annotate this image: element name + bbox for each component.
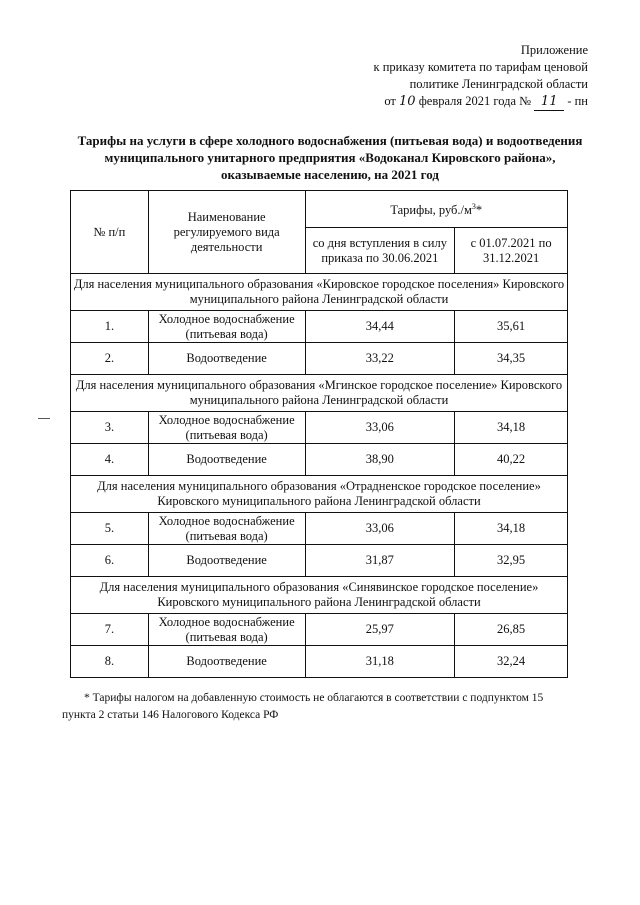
footnote [62, 690, 582, 724]
table-row [71, 343, 568, 375]
section-row [71, 476, 568, 513]
table-row [71, 513, 568, 545]
header-period-1: со дня вступления в силу приказа по 30.06.2021 [305, 228, 455, 274]
tariff-period-1: 33,22 [305, 343, 455, 375]
tariff-period-1: 33,06 [305, 412, 455, 444]
row-number: 5. [71, 513, 149, 545]
service-name: Водоотведение [148, 444, 305, 476]
section-title: Для населения муниципального образования «Мгинское городское поселение» Кировского муниципального района Ленинградской области [71, 375, 568, 412]
table-row [71, 412, 568, 444]
row-number: 1. [71, 311, 149, 343]
tariff-period-1: 31,87 [305, 545, 455, 577]
section-row [71, 577, 568, 614]
header-tariffs-mark: * [475, 203, 483, 218]
service-name: Водоотведение [148, 646, 305, 678]
annex-committee: политике Ленинградской области [409, 77, 588, 91]
title-line-3: оказываемые населению, на 2021 год [221, 167, 439, 182]
tariff-period-2: 35,61 [455, 311, 568, 343]
section-title: Для населения муниципального образования «Отрадненское городское поселение» Кировского муниципального района Ленинградской области [71, 476, 568, 513]
annex-order-ref: к приказу комитета по тарифам ценовой [373, 60, 588, 74]
footnote-line-1: * Тарифы налогом на добавленную стоимость не облагаются в соответствии с подпунктом 15 [84, 692, 544, 704]
table-row [71, 614, 568, 646]
annex-order-suffix: - пн [567, 94, 588, 108]
table-row [71, 545, 568, 577]
table-row [71, 444, 568, 476]
tariff-period-2: 34,35 [455, 343, 568, 375]
tariff-period-2: 34,18 [455, 513, 568, 545]
row-number: 4. [71, 444, 149, 476]
tariff-period-1: 34,44 [305, 311, 455, 343]
tariffs-table [70, 190, 568, 678]
annex-date-rest: февраля 2021 года № [418, 94, 532, 108]
header-name: Наименование регулируемого вида деятельности [148, 191, 305, 274]
tariff-period-1: 25,97 [305, 614, 455, 646]
table-row [71, 646, 568, 678]
header-tariffs [305, 191, 568, 228]
annex-date-day: 10 [399, 94, 416, 109]
title-line-1: Тарифы на услуги в сфере холодного водоснабжения (питьевая вода) и водоотведения [77, 133, 583, 148]
tariff-period-2: 32,24 [455, 646, 568, 678]
annex-date-line [288, 93, 588, 111]
row-number: 2. [71, 343, 149, 375]
service-name: Холодное водоснабжение (питьевая вода) [148, 311, 305, 343]
footnote-line-2: пункта 2 статьи 146 Налогового Кодекса РФ [62, 709, 279, 721]
tariff-period-2: 26,85 [455, 614, 568, 646]
tariff-period-1: 31,18 [305, 646, 455, 678]
header-tariffs-label: Тарифы, руб./м [390, 203, 472, 218]
tariff-period-2: 34,18 [455, 412, 568, 444]
tariff-period-2: 32,95 [455, 545, 568, 577]
service-name: Водоотведение [148, 343, 305, 375]
service-name: Холодное водоснабжение (питьевая вода) [148, 412, 305, 444]
title-line-2: муниципального унитарного предприятия «Водоканал Кировского района», [104, 150, 556, 165]
annex-header [288, 42, 588, 111]
service-name: Водоотведение [148, 545, 305, 577]
row-number: 8. [71, 646, 149, 678]
tariff-period-1: 33,06 [305, 513, 455, 545]
tariff-period-1: 38,90 [305, 444, 455, 476]
row-number: 6. [71, 545, 149, 577]
table-row [71, 311, 568, 343]
table-header-row [71, 191, 568, 228]
row-number: 3. [71, 412, 149, 444]
section-title: Для населения муниципального образования «Кировское городское поселения» Кировского муниципального района Ленинградской области [71, 274, 568, 311]
section-title: Для населения муниципального образования «Синявинское городское поселение» Кировского муниципального района Ленинградской области [71, 577, 568, 614]
header-num: № п/п [71, 191, 149, 274]
tariff-period-2: 40,22 [455, 444, 568, 476]
annex-title: Приложение [520, 43, 588, 57]
row-number: 7. [71, 614, 149, 646]
section-row [71, 274, 568, 311]
service-name: Холодное водоснабжение (питьевая вода) [148, 614, 305, 646]
annex-date-prefix: от [384, 94, 396, 108]
service-name: Холодное водоснабжение (питьевая вода) [148, 513, 305, 545]
header-tariffs-sup: 3 [471, 202, 476, 212]
header-period-2: с 01.07.2021 по 31.12.2021 [455, 228, 568, 274]
margin-mark [38, 418, 50, 419]
section-row [71, 375, 568, 412]
annex-order-number: 11 [534, 93, 564, 111]
document-title [60, 132, 600, 183]
